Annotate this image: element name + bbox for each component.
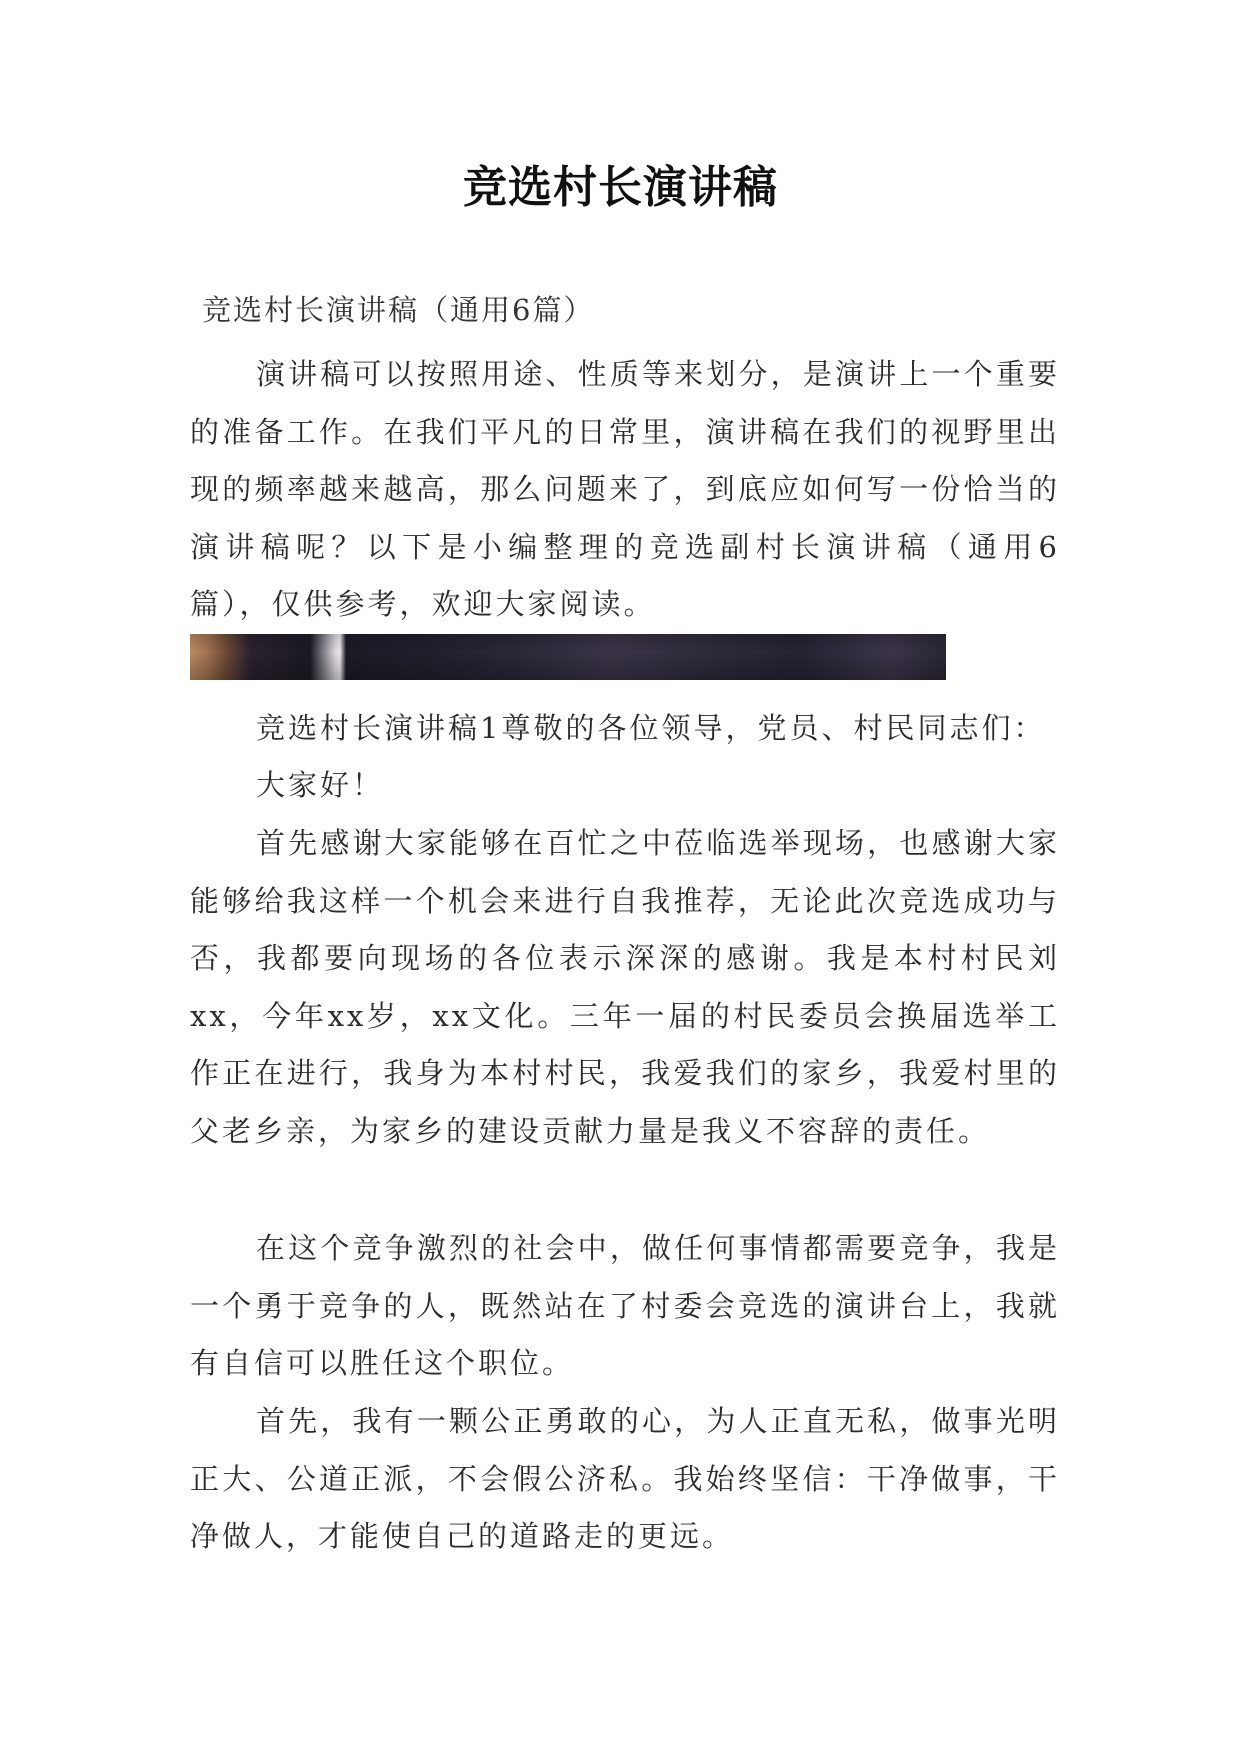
body-paragraph-3: 首先，我有一颗公正勇敢的心，为人正直无私，做事光明正大、公道正派，不会假公济私。我始终坚信：干净做事，干净做人，才能使自己的道路走的更远。 bbox=[190, 1404, 1060, 1553]
document-subtitle: 竞选村长演讲稿（通用6篇） bbox=[202, 293, 595, 327]
intro-paragraph: 演讲稿可以按照用途、性质等来划分，是演讲上一个重要的准备工作。在我们平凡的日常里，演讲稿在我们的视野里出现的频率越来越高，那么问题来了，到底应如何写一份恰当的演讲稿呢？以下是小编整理的竞选副村长演讲稿（通用6篇），仅供参考，欢迎大家阅读。 bbox=[190, 357, 1060, 621]
document-title: 竞选村长演讲稿 bbox=[463, 162, 778, 213]
salutation-paragraph: 竞选村长演讲稿1尊敬的各位领导，党员、村民同志们： bbox=[256, 711, 1046, 745]
body-paragraph-1: 首先感谢大家能够在百忙之中莅临选举现场，也感谢大家能够给我这样一个机会来进行自我推荐，无论此次竞选成功与否，我都要向现场的各位表示深深的感谢。我是本村村民刘xx，今年xx岁，xx文化。三年一届的村民委员会换届选举工作正在进行，我身为本村村民，我爱我们的家乡，我爱村里的父老乡亲，为家乡的建设贡献力量是我义不容辞的责任。 bbox=[190, 826, 1060, 1148]
greeting-paragraph: 大家好！ bbox=[256, 768, 385, 802]
body-paragraph-2: 在这个竞争激烈的社会中，做任何事情都需要竞争，我是一个勇于竞争的人，既然站在了村委会竞选的演讲台上，我就有自信可以胜任这个职位。 bbox=[190, 1231, 1060, 1380]
photo-shade bbox=[190, 634, 946, 680]
cropped-photo-strip bbox=[190, 634, 946, 680]
